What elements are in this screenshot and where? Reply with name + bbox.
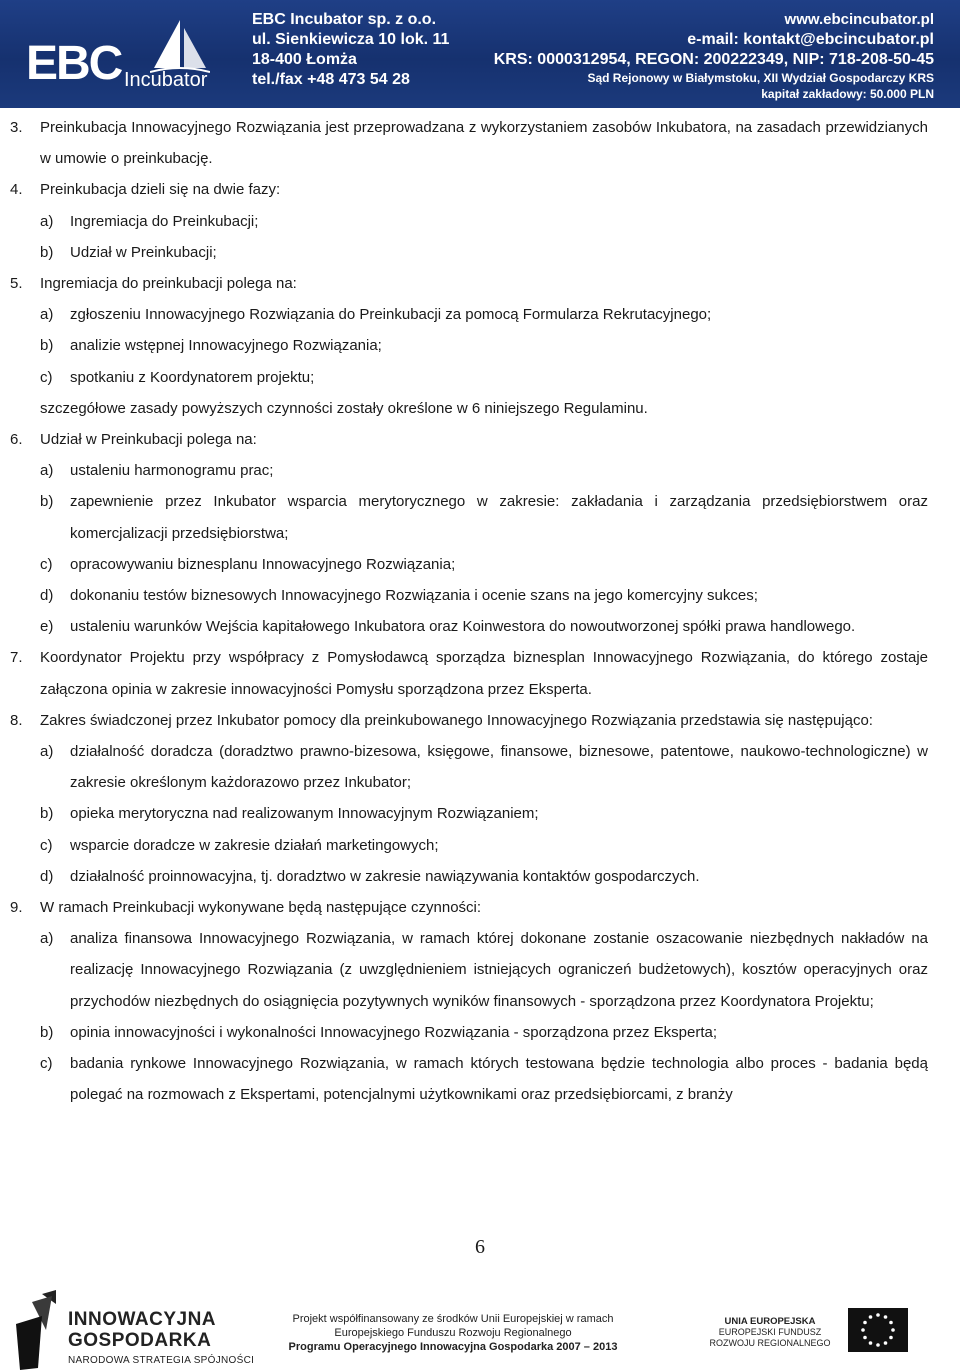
eu-flag-icon xyxy=(848,1308,908,1352)
eu-line-1: UNIA EUROPEJSKA xyxy=(724,1316,816,1327)
logo-ebc-text: EBC xyxy=(26,37,122,90)
paragraph-5-note: szczegółowe zasady powyższych czynności zostały określone w 6 niniejszego Regulaminu. xyxy=(40,399,648,417)
sub-label: d) xyxy=(40,587,54,605)
sub-text: działalność proinnowacyjna, tj. doradztwo w zakresie nawiązywania kontaktów gospodarczych. xyxy=(70,867,700,885)
item-number: 3. xyxy=(10,119,23,136)
sub-label: c) xyxy=(40,1055,53,1073)
proj-line-2: Europejskiego Funduszu Rozwoju Regionalnego xyxy=(334,1327,572,1339)
sub-text: badania rynkowe Innowacyjnego Rozwiązania, w ramach których testowana będzie technologia albo proces - badania będą polegać na rozmowach z Ekspertami, potencjalnymi użytkownikami oraz przedsiębiorcami, z branży xyxy=(70,1055,928,1104)
company-street: ul. Sienkiewicza 10 lok. 11 xyxy=(252,31,450,48)
eu-star-icon xyxy=(891,1328,895,1332)
court-line: Sąd Rejonowy w Białymstoku, XII Wydział Gospodarczy KRS xyxy=(587,71,934,85)
item-number: 7. xyxy=(10,649,23,667)
sub-text: zgłoszeniu Innowacyjnego Rozwiązania do Preinkubacji za pomocą Formularza Rekrutacyjnego; xyxy=(70,306,712,324)
paragraph-8 xyxy=(10,705,928,736)
item-text: Preinkubacja Innowacyjnego Rozwiązania jest przeprowadzana z wykorzystaniem zasobów Inkubatora, na zasadach przewidzianych w umowie o preinkubację. xyxy=(40,119,928,168)
eu-fund-text xyxy=(700,1316,840,1349)
eu-line-3: ROZWOJU REGIONALNEGO xyxy=(709,1338,831,1348)
innowacyjna-gospodarka-text xyxy=(68,1310,254,1366)
list-item xyxy=(10,330,928,361)
ig-line-3: NARODOWA STRATEGIA SPÓJNOŚCI xyxy=(68,1355,255,1366)
eu-star-icon xyxy=(884,1315,888,1319)
sub-text: ustaleniu warunków Wejścia kapitałowego Inkubatora oraz Koinwestora do nowoutworzonej spółki prawa handlowego. xyxy=(70,618,856,636)
sub-label: a) xyxy=(40,930,54,948)
list-item xyxy=(10,611,928,642)
sub-text: analizie wstępnej Innowacyjnego Rozwiązania; xyxy=(70,337,382,355)
item-number: 9. xyxy=(10,899,23,917)
company-address xyxy=(252,10,449,90)
eu-line-2: EUROPEJSKI FUNDUSZ xyxy=(718,1327,822,1337)
list-item xyxy=(10,861,928,892)
sub-text: wsparcie doradcze w zakresie działań marketingowych; xyxy=(70,836,439,854)
ig-line-1: INNOWACYJNA xyxy=(68,1309,217,1330)
sub-text: opracowywaniu biznesplanu Innowacyjnego Rozwiązania; xyxy=(70,555,456,573)
item-text: Preinkubacja dzieli się na dwie fazy: xyxy=(40,181,281,199)
proj-line-1: Projekt współfinansowany ze środków Unii Europejskiej w ramach xyxy=(292,1313,614,1325)
cofinancing-statement xyxy=(280,1312,626,1354)
paragraph-7 xyxy=(10,642,928,704)
capital-line: kapitał zakładowy: 50.000 PLN xyxy=(761,87,934,101)
eu-star-icon xyxy=(884,1341,888,1345)
eu-star-icon xyxy=(876,1313,880,1317)
paragraph-4 xyxy=(10,174,928,205)
item-text: Koordynator Projektu przy współpracy z Pomysłodawcą sporządza biznesplan Innowacyjnego Rozwiązania, do którego zostaje załączona opinia w zakresie innowacyjności Pomysłu sporządzona przez Eksperta. xyxy=(40,649,928,698)
list-item xyxy=(10,830,928,861)
proj-line-3: Programu Operacyjnego Innowacyjna Gospodarka 2007 – 2013 xyxy=(288,1341,618,1353)
list-item xyxy=(10,299,928,330)
innowacyjna-gospodarka-logo-icon xyxy=(12,1290,60,1370)
ig-line-2: GOSPODARKA xyxy=(68,1330,212,1351)
sub-label: a) xyxy=(40,212,54,230)
company-phone: tel./fax +48 473 54 28 xyxy=(252,71,410,88)
sub-label: b) xyxy=(40,337,54,355)
item-number: 8. xyxy=(10,711,23,729)
sub-text: działalność doradcza (doradztwo prawno-bizesowa, księgowe, finansowe, biznesowe, patentowe, naukowo-technologiczne) w zakresie określonym każdorazowo przez Inkubator; xyxy=(70,743,928,792)
sub-label: b) xyxy=(40,493,54,511)
logo-incubator-text: Incubator xyxy=(124,69,208,91)
item-text: W ramach Preinkubacji wykonywane będą następujące czynności: xyxy=(40,899,482,917)
paragraph-5 xyxy=(10,268,928,299)
eu-star-icon xyxy=(889,1336,893,1340)
sub-label: c) xyxy=(40,836,53,854)
eu-star-icon xyxy=(863,1321,867,1325)
krs-line: KRS: 0000312954, REGON: 200222349, NIP: 718-208-50-45 xyxy=(493,51,934,68)
sub-text: analiza finansowa Innowacyjnego Rozwiązania, w ramach której dokonane zostanie oszacowanie niezbędnych nakładów na realizację Innowacyjnego Rozwiązania (z uwzględnieniem istniejących ograniczeń budżetowych), kosztów operacyjnych oraz przychodów niezbędnych do osiągnięcia pozytywnych wyników finansowych - sporządzona przez Koordynatora Projektu; xyxy=(70,930,928,1010)
sub-label: c) xyxy=(40,555,53,573)
regulation-text xyxy=(10,112,928,1111)
ebc-incubator-logo xyxy=(26,18,226,98)
item-number: 5. xyxy=(10,275,23,293)
eu-star-icon xyxy=(861,1328,865,1332)
paragraph-6 xyxy=(10,424,928,455)
paragraph-3 xyxy=(10,112,928,174)
sub-label: c) xyxy=(40,368,53,386)
website-link[interactable]: www.ebcincubator.pl xyxy=(784,11,934,28)
sub-label: a) xyxy=(40,306,54,324)
sub-label: a) xyxy=(40,462,54,480)
email-link[interactable]: e-mail: kontakt@ebcincubator.pl xyxy=(687,31,934,48)
list-item xyxy=(10,237,928,268)
letterhead-banner xyxy=(0,0,960,108)
sub-label: b) xyxy=(40,1023,54,1041)
list-item xyxy=(10,580,928,611)
eu-star-icon xyxy=(863,1336,867,1340)
sub-label: b) xyxy=(40,805,54,823)
eu-star-icon xyxy=(889,1321,893,1325)
item-text: Udział w Preinkubacji polega na: xyxy=(40,431,257,449)
list-item xyxy=(10,486,928,548)
sub-label: e) xyxy=(40,618,54,636)
sub-text: opinia innowacyjności i wykonalności Innowacyjnego Rozwiązania - sporządzona przez Eksperta; xyxy=(70,1023,718,1041)
sub-text: ustaleniu harmonogramu prac; xyxy=(70,462,274,480)
sail-icon xyxy=(150,18,210,74)
list-item xyxy=(10,923,928,1017)
list-item xyxy=(10,1017,928,1048)
item-text: Ingremiacja do preinkubacji polega na: xyxy=(40,275,297,293)
item-number: 4. xyxy=(10,181,23,199)
company-name: EBC Incubator sp. z o.o. xyxy=(252,11,437,28)
company-contact xyxy=(494,10,934,102)
sub-label: d) xyxy=(40,867,54,885)
list-item xyxy=(10,798,928,829)
company-city: 18-400 Łomża xyxy=(252,51,357,68)
paragraph-9 xyxy=(10,892,928,923)
eu-star-icon xyxy=(876,1343,880,1347)
sub-text: opieka merytoryczna nad realizowanym Innowacyjnym Rozwiązaniem; xyxy=(70,805,539,823)
funding-footer xyxy=(0,1288,960,1371)
sub-text: dokonaniu testów biznesowych Innowacyjnego Rozwiązania i ocenie szans na jego komercyjny sukces; xyxy=(70,587,758,605)
sub-text: spotkaniu z Koordynatorem projektu; xyxy=(70,368,315,386)
eu-star-icon xyxy=(869,1315,873,1319)
sub-text: zapewnienie przez Inkubator wsparcia merytorycznego w zakresie: zakładania i zarządzania przedsiębiorstwem oraz komercjalizacji przedsiębiorstwa; xyxy=(70,493,928,542)
eu-star-icon xyxy=(869,1341,873,1345)
sub-label: b) xyxy=(40,243,54,261)
item-text: Zakres świadczonej przez Inkubator pomocy dla preinkubowanego Innowacyjnego Rozwiązania przedstawia się następująco: xyxy=(40,711,873,729)
list-item xyxy=(10,549,928,580)
item-number: 6. xyxy=(10,431,23,449)
sub-label: a) xyxy=(40,743,54,761)
sub-text: Ingremiacja do Preinkubacji; xyxy=(70,212,259,230)
list-item xyxy=(10,206,928,237)
list-item xyxy=(10,1048,928,1110)
list-item xyxy=(10,362,928,393)
list-item xyxy=(10,455,928,486)
list-item xyxy=(10,736,928,798)
sub-text: Udział w Preinkubacji; xyxy=(70,243,217,261)
page-number: 6 xyxy=(475,1236,485,1258)
